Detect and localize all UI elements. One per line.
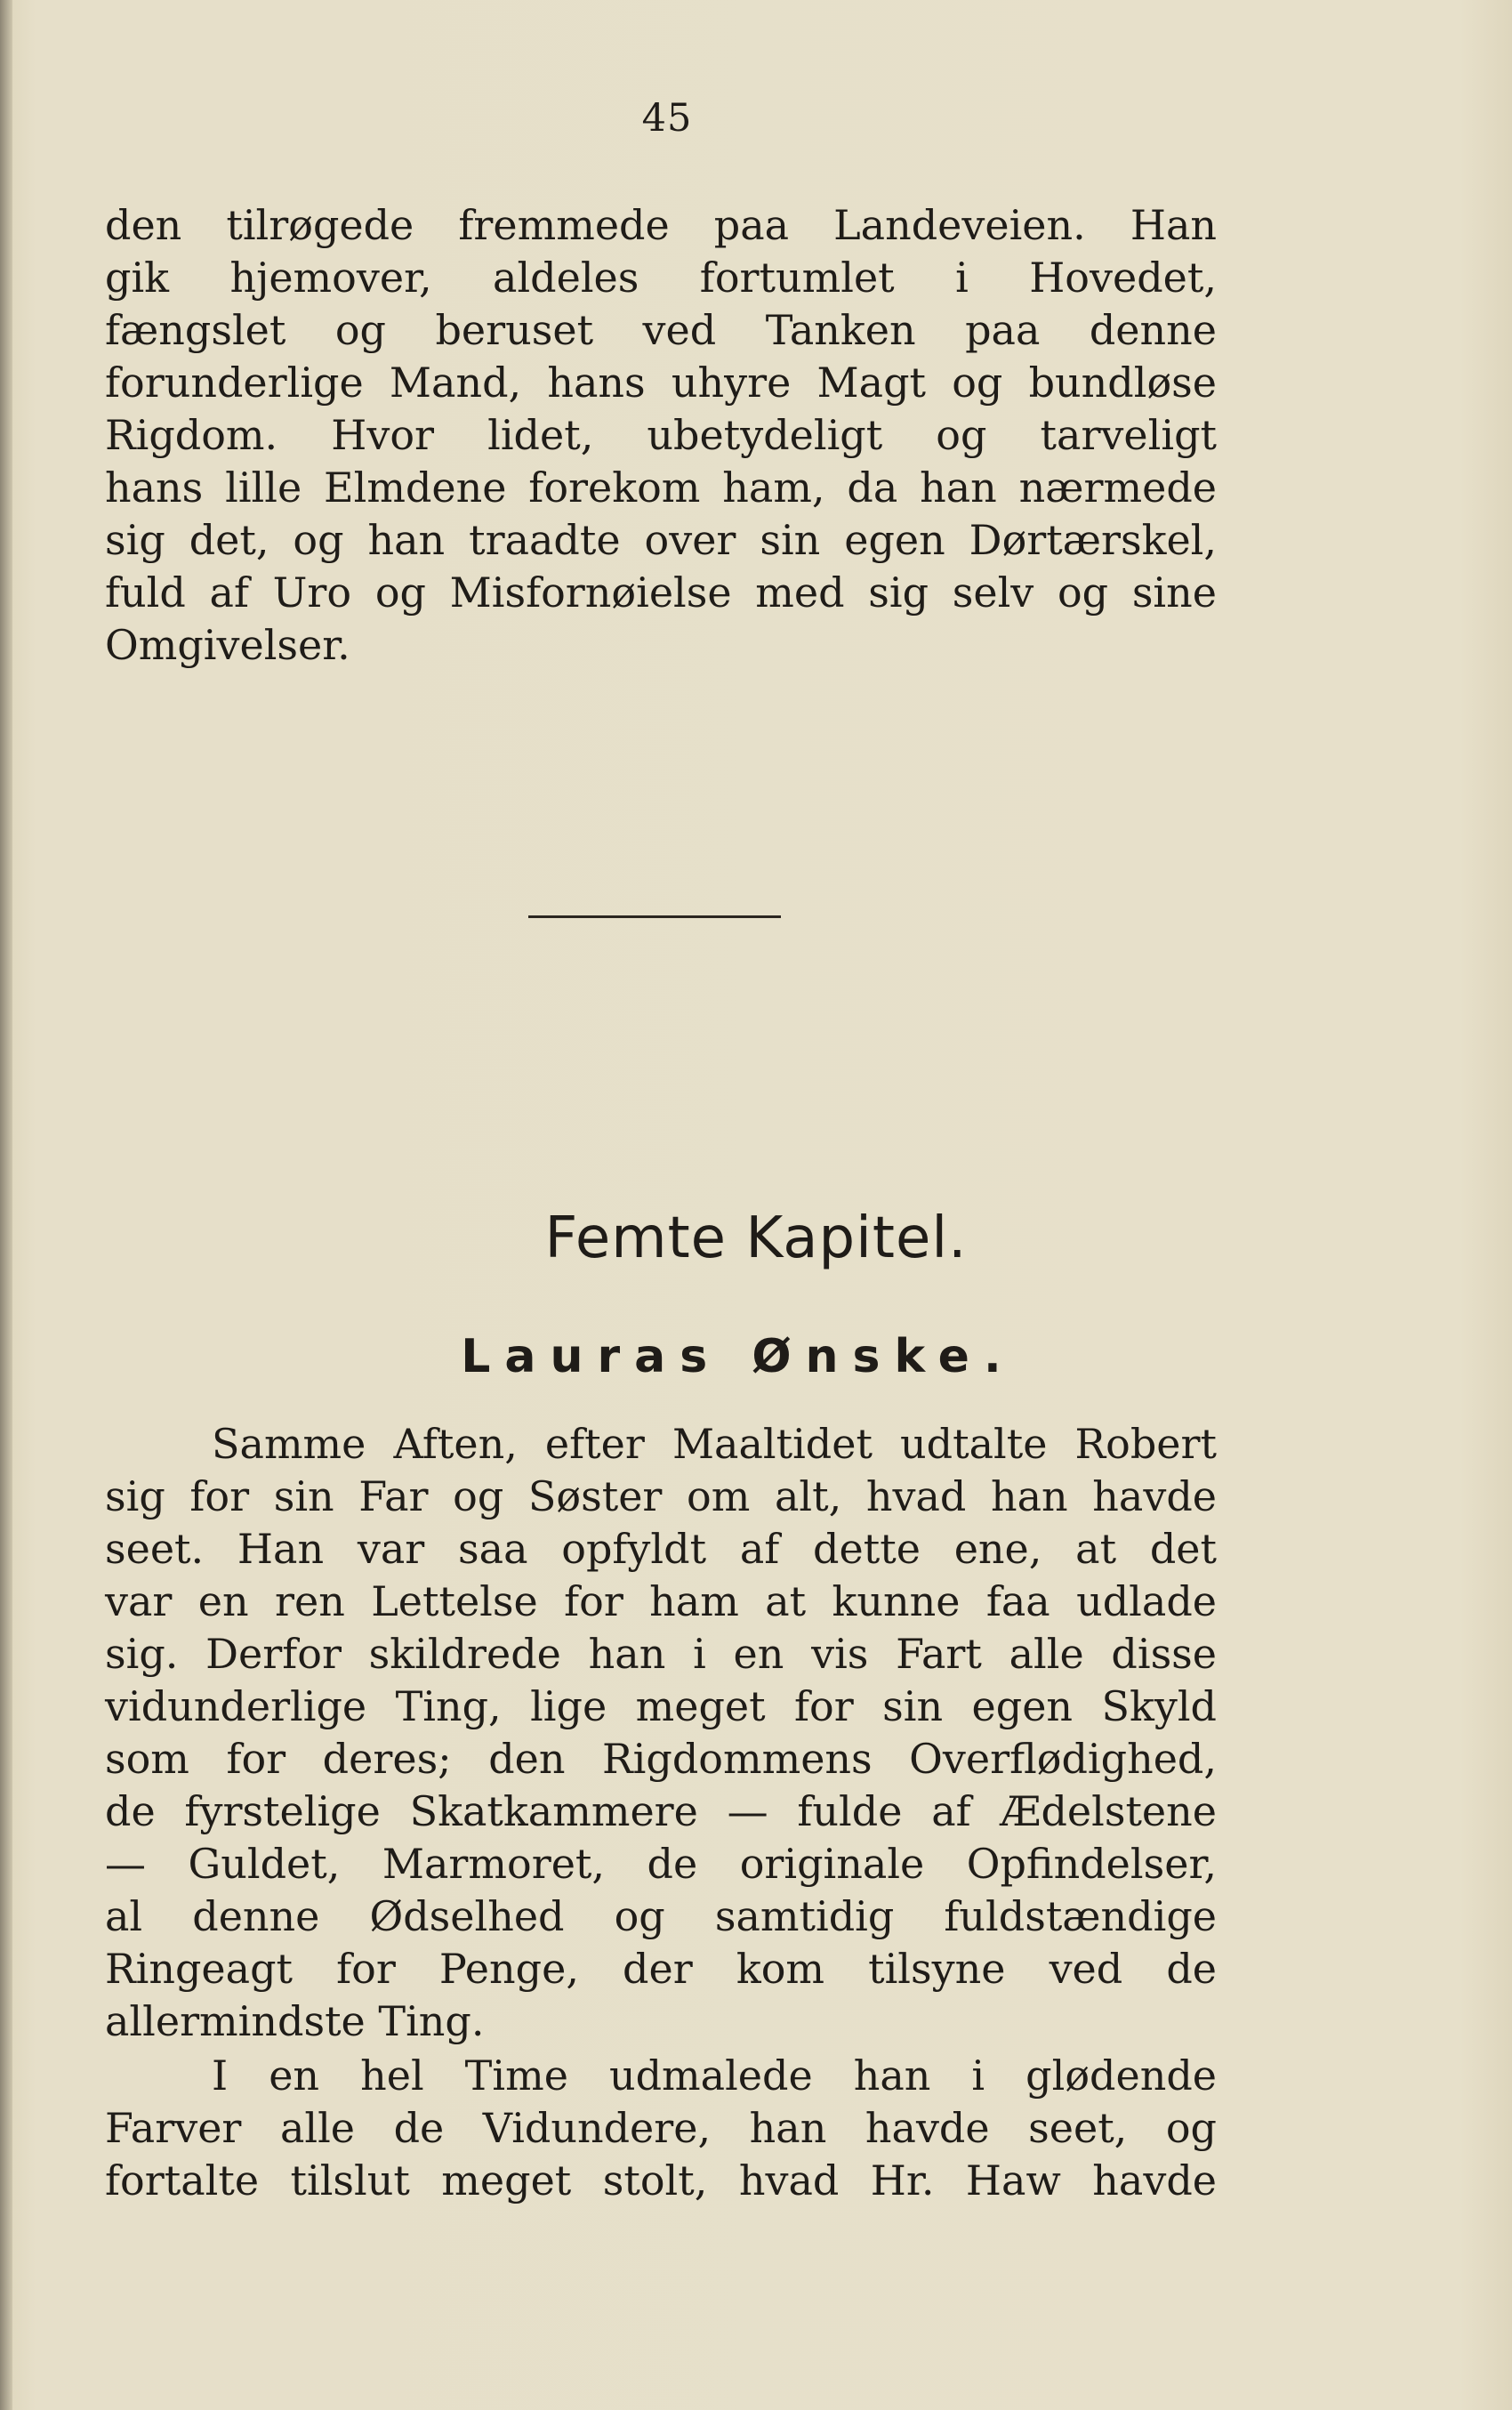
paragraph-2 — [105, 1418, 1217, 2048]
page-number: 45 — [641, 96, 693, 141]
text-line: sig. Derfor skildrede han i en vis Fart alle disse — [105, 1630, 1217, 1678]
text-line: allermindste Ting. — [105, 1997, 485, 2045]
text-line: al denne Ødselhed og samtidig fuldstændige — [105, 1892, 1217, 1940]
chapter-title: Femte Kapitel. — [544, 1205, 968, 1271]
text-line: fortalte tilslut meget stolt, hvad Hr. Haw havde — [105, 2156, 1217, 2204]
text-line: som for deres; den Rigdommens Overflødighed, — [105, 1735, 1217, 1783]
chapter-subtitle: Lauras Ønske. — [461, 1330, 1016, 1383]
text-line: sig for sin Far og Søster om alt, hvad han havde — [105, 1472, 1217, 1520]
text-line: fængslet og beruset ved Tanken paa denne — [105, 306, 1217, 354]
text-line: Samme Aften, efter Maaltidet udtalte Robert — [212, 1420, 1217, 1468]
text-line: forunderlige Mand, hans uhyre Magt og bundløse — [105, 359, 1217, 407]
paragraph-1 — [105, 199, 1217, 672]
text-line: Farver alle de Vidundere, han havde seet, og — [105, 2104, 1217, 2152]
section-divider — [528, 915, 781, 918]
text-line: Rigdom. Hvor lidet, ubetydeligt og tarveligt — [105, 411, 1217, 459]
text-line: seet. Han var saa opfyldt af dette ene, at det — [105, 1525, 1217, 1573]
text-line: gik hjemover, aldeles fortumlet i Hovedet, — [105, 254, 1217, 302]
text-line: sig det, og han traadte over sin egen Dørtærskel, — [105, 516, 1217, 564]
paragraph-3 — [105, 2050, 1217, 2207]
text-line: hans lille Elmdene forekom ham, da han nærmede — [105, 463, 1217, 512]
text-line: fuld af Uro og Misfornøielse med sig selv og sine — [105, 568, 1217, 617]
text-line: vidunderlige Ting, lige meget for sin egen Skyld — [105, 1682, 1217, 1730]
text-line: Omgivelser. — [105, 621, 350, 669]
text-line: de fyrstelige Skatkammere — fulde af Ædelstene — [105, 1787, 1217, 1835]
page-gutter-edge — [0, 0, 12, 2410]
text-line: Ringeagt for Penge, der kom tilsyne ved de — [105, 1945, 1217, 1993]
text-line: den tilrøgede fremmede paa Landeveien. Han — [105, 201, 1217, 249]
text-line: var en ren Lettelse for ham at kunne faa udlade — [105, 1577, 1217, 1625]
text-line: I en hel Time udmalede han i glødende — [212, 2051, 1217, 2100]
text-line: — Guldet, Marmoret, de originale Opfindelser, — [105, 1840, 1217, 1888]
